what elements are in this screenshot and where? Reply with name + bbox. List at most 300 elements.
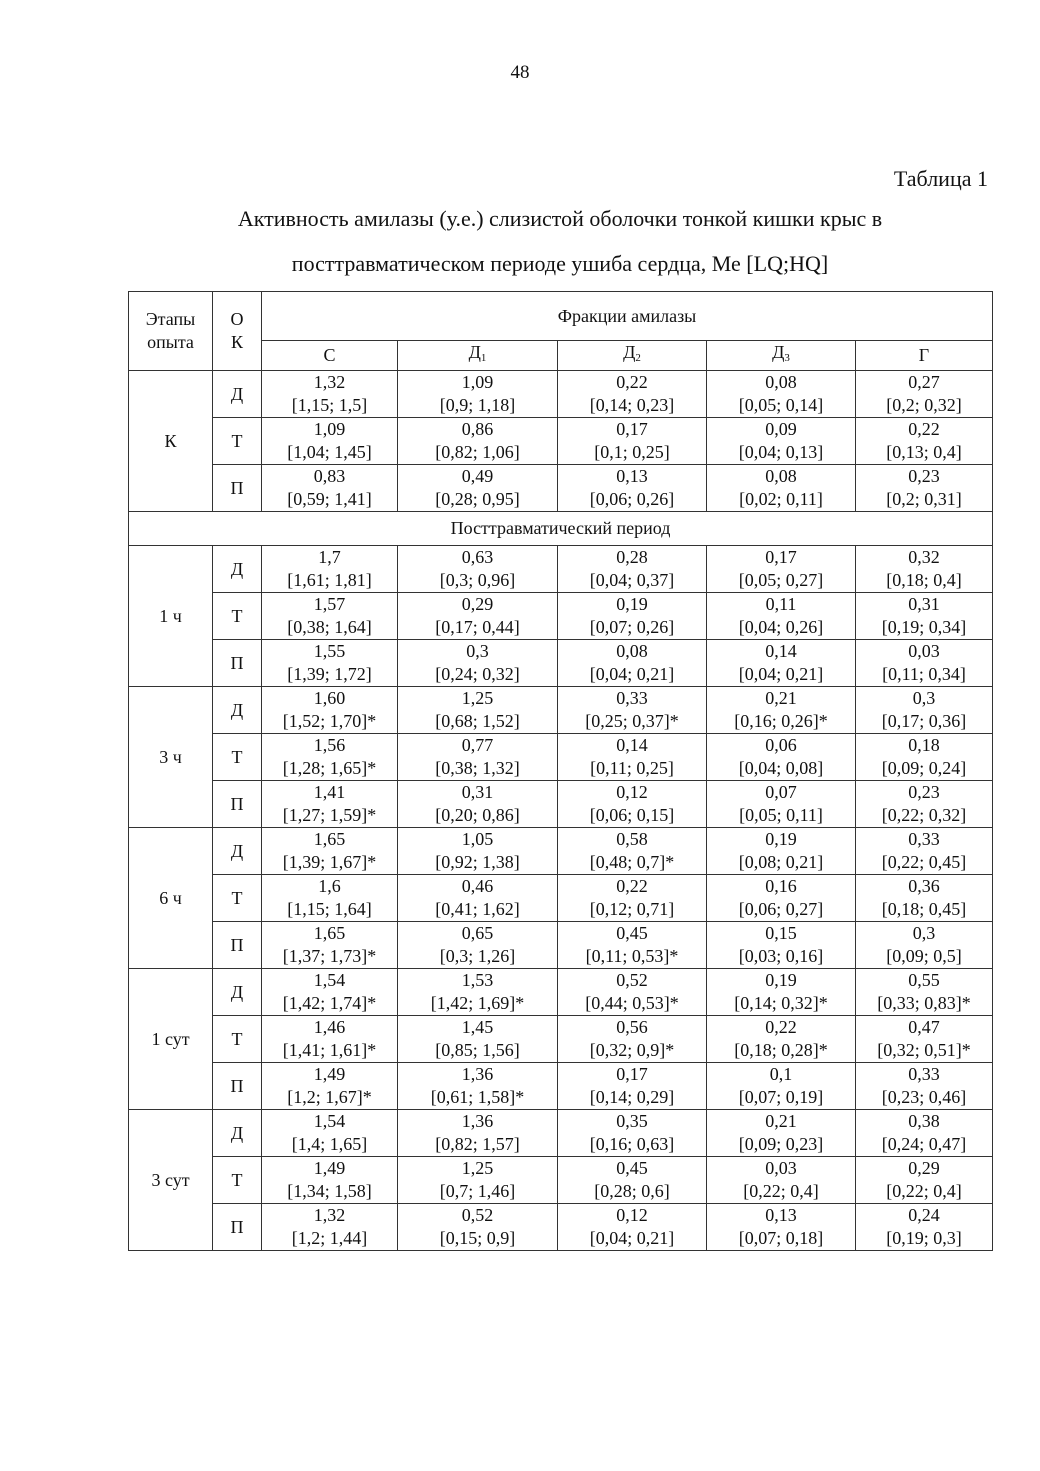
median-value: 1,05 bbox=[461, 829, 494, 849]
quartile-range: [0,02; 0,11] bbox=[739, 489, 823, 509]
value-cell bbox=[707, 593, 856, 640]
value-cell bbox=[856, 828, 993, 875]
quartile-range: [0,07; 0,19] bbox=[738, 1087, 824, 1107]
ok-cell: П bbox=[213, 781, 262, 828]
median-value: 0,31 bbox=[461, 782, 494, 802]
median-value: 0,45 bbox=[616, 1158, 648, 1178]
quartile-range: [0,08; 0,21] bbox=[738, 852, 824, 872]
median-value: 1,57 bbox=[313, 594, 346, 614]
value-cell bbox=[856, 1063, 993, 1110]
median-value: 0,77 bbox=[461, 735, 494, 755]
median-value: 0,55 bbox=[908, 970, 940, 990]
median-value: 0,32 bbox=[908, 547, 940, 567]
quartile-range: [0,07; 0,26] bbox=[589, 617, 675, 637]
median-value: 1,49 bbox=[313, 1064, 346, 1084]
quartile-range: [0,04; 0,13] bbox=[738, 442, 824, 462]
value-cell bbox=[558, 640, 707, 687]
median-value: 0,08 bbox=[616, 641, 648, 661]
quartile-range: [0,06; 0,26] bbox=[589, 489, 675, 509]
quartile-range: [0,23; 0,46] bbox=[881, 1087, 967, 1107]
median-value: 0,17 bbox=[765, 547, 797, 567]
median-value: 0,21 bbox=[765, 1111, 797, 1131]
median-value: 0,86 bbox=[461, 419, 494, 439]
value-cell bbox=[856, 734, 993, 781]
quartile-range: [0,38; 1,64] bbox=[287, 617, 372, 637]
section-row bbox=[129, 512, 993, 546]
value-cell bbox=[856, 781, 993, 828]
quartile-range: [0,38; 1,32] bbox=[435, 758, 520, 778]
value-cell bbox=[707, 734, 856, 781]
stage-cell: 3 ч bbox=[129, 687, 213, 828]
table-row bbox=[129, 465, 993, 512]
median-value: 0,19 bbox=[616, 594, 648, 614]
median-value: 0,3 bbox=[912, 688, 936, 708]
median-value: 0,49 bbox=[461, 466, 494, 486]
quartile-range: [0,22; 0,45] bbox=[881, 852, 967, 872]
value-cell bbox=[398, 875, 558, 922]
value-cell bbox=[398, 922, 558, 969]
value-cell bbox=[262, 1110, 398, 1157]
quartile-range: [0,82; 1,57] bbox=[435, 1134, 520, 1154]
median-value: 0,52 bbox=[616, 970, 648, 990]
table-row bbox=[129, 640, 993, 687]
median-value: 0,19 bbox=[765, 829, 797, 849]
value-cell bbox=[262, 687, 398, 734]
quartile-range: [1,28; 1,65]* bbox=[282, 758, 377, 778]
value-cell bbox=[707, 828, 856, 875]
quartile-range: [0,14; 0,29] bbox=[589, 1087, 675, 1107]
value-cell bbox=[398, 734, 558, 781]
value-cell bbox=[398, 640, 558, 687]
value-cell bbox=[856, 1204, 993, 1251]
median-value: 0,63 bbox=[461, 547, 494, 567]
quartile-range: [0,28; 0,6] bbox=[594, 1181, 670, 1201]
median-value: 1,09 bbox=[313, 419, 346, 439]
median-value: 0,22 bbox=[616, 372, 648, 392]
median-value: 0,12 bbox=[616, 1205, 648, 1225]
median-value: 0,56 bbox=[616, 1017, 648, 1037]
quartile-range: [0,41; 1,62] bbox=[435, 899, 520, 919]
quartile-range: [0,85; 1,56] bbox=[435, 1040, 520, 1060]
table-row bbox=[129, 781, 993, 828]
value-cell bbox=[398, 1157, 558, 1204]
quartile-range: [0,17; 0,44] bbox=[435, 617, 520, 637]
value-cell bbox=[707, 969, 856, 1016]
value-cell bbox=[262, 465, 398, 512]
median-value: 1,54 bbox=[313, 1111, 346, 1131]
value-cell bbox=[707, 1016, 856, 1063]
table-row bbox=[129, 687, 993, 734]
value-cell bbox=[856, 1157, 993, 1204]
median-value: 0,03 bbox=[908, 641, 940, 661]
median-value: 1,25 bbox=[461, 688, 494, 708]
table-row bbox=[129, 1204, 993, 1251]
value-cell bbox=[558, 687, 707, 734]
value-cell bbox=[856, 687, 993, 734]
value-cell bbox=[398, 1063, 558, 1110]
value-cell bbox=[262, 1204, 398, 1251]
value-cell bbox=[856, 640, 993, 687]
value-cell bbox=[262, 546, 398, 593]
ok-cell: Д bbox=[213, 371, 262, 418]
table-row bbox=[129, 734, 993, 781]
value-cell bbox=[558, 734, 707, 781]
quartile-range: [1,39; 1,72] bbox=[287, 664, 372, 684]
quartile-range: [0,48; 0,7]* bbox=[589, 852, 675, 872]
value-cell bbox=[398, 593, 558, 640]
value-cell bbox=[398, 465, 558, 512]
value-cell bbox=[262, 1016, 398, 1063]
quartile-range: [1,61; 1,81] bbox=[287, 570, 372, 590]
median-value: 0,35 bbox=[616, 1111, 648, 1131]
quartile-range: [0,12; 0,71] bbox=[589, 899, 675, 919]
page-number: 48 bbox=[510, 62, 530, 83]
ok-cell: Т bbox=[213, 734, 262, 781]
median-value: 0,22 bbox=[765, 1017, 797, 1037]
quartile-range: [0,05; 0,11] bbox=[739, 805, 823, 825]
value-cell bbox=[707, 371, 856, 418]
value-cell bbox=[707, 1110, 856, 1157]
value-cell bbox=[856, 371, 993, 418]
value-cell bbox=[558, 1063, 707, 1110]
median-value: 0,27 bbox=[908, 372, 940, 392]
median-value: 0,18 bbox=[908, 735, 940, 755]
median-value: 1,60 bbox=[313, 688, 346, 708]
value-cell bbox=[558, 465, 707, 512]
quartile-range: [1,27; 1,59]* bbox=[282, 805, 377, 825]
median-value: 0,83 bbox=[313, 466, 346, 486]
median-value: 0,16 bbox=[765, 876, 797, 896]
quartile-range: [1,37; 1,73]* bbox=[282, 946, 377, 966]
value-cell bbox=[558, 875, 707, 922]
quartile-range: [0,09; 0,5] bbox=[886, 946, 962, 966]
ok-cell: Т bbox=[213, 593, 262, 640]
value-cell bbox=[398, 1016, 558, 1063]
quartile-range: [0,32; 0,51]* bbox=[877, 1040, 971, 1060]
quartile-range: [0,09; 0,23] bbox=[738, 1134, 824, 1154]
header-stage: Этапы опыта bbox=[129, 292, 213, 371]
ok-cell: Т bbox=[213, 1157, 262, 1204]
quartile-range: [0,68; 1,52] bbox=[435, 711, 520, 731]
median-value: 0,06 bbox=[765, 735, 797, 755]
quartile-range: [0,04; 0,37] bbox=[589, 570, 675, 590]
median-value: 0,47 bbox=[908, 1017, 940, 1037]
median-value: 0,17 bbox=[616, 419, 648, 439]
ok-cell: Т bbox=[213, 1016, 262, 1063]
quartile-range: [0,16; 0,63] bbox=[589, 1134, 675, 1154]
value-cell bbox=[707, 1204, 856, 1251]
value-cell bbox=[558, 371, 707, 418]
median-value: 1,25 bbox=[461, 1158, 494, 1178]
ok-cell: Т bbox=[213, 418, 262, 465]
median-value: 0,46 bbox=[461, 876, 494, 896]
ok-cell: П bbox=[213, 922, 262, 969]
value-cell bbox=[558, 546, 707, 593]
median-value: 0,36 bbox=[908, 876, 940, 896]
stage-cell: 1 ч bbox=[129, 546, 213, 687]
value-cell bbox=[558, 593, 707, 640]
median-value: 0,17 bbox=[616, 1064, 648, 1084]
median-value: 0,38 bbox=[908, 1111, 940, 1131]
quartile-range: [0,24; 0,32] bbox=[435, 664, 520, 684]
median-value: 0,3 bbox=[912, 923, 936, 943]
stage-cell: 1 сут bbox=[129, 969, 213, 1110]
quartile-range: [0,1; 0,25] bbox=[594, 442, 670, 462]
quartile-range: [0,05; 0,14] bbox=[738, 395, 824, 415]
median-value: 0,22 bbox=[908, 419, 940, 439]
quartile-range: [0,7; 1,46] bbox=[439, 1181, 516, 1201]
table-row bbox=[129, 546, 993, 593]
header-fraction-4: Г bbox=[856, 341, 993, 371]
value-cell bbox=[398, 418, 558, 465]
stage-cell: К bbox=[129, 371, 213, 512]
quartile-range: [0,05; 0,27] bbox=[738, 570, 824, 590]
median-value: 1,65 bbox=[313, 923, 346, 943]
value-cell bbox=[558, 781, 707, 828]
median-value: 0,23 bbox=[908, 466, 940, 486]
ok-cell: Д bbox=[213, 687, 262, 734]
quartile-range: [0,17; 0,36] bbox=[881, 711, 967, 731]
header-fraction-1: $Д_1$ bbox=[398, 341, 558, 371]
ok-cell: Д bbox=[213, 969, 262, 1016]
quartile-range: [0,04; 0,21] bbox=[589, 664, 675, 684]
median-value: 1,54 bbox=[313, 970, 346, 990]
value-cell bbox=[398, 687, 558, 734]
median-value: 0,1 bbox=[769, 1064, 793, 1084]
value-cell bbox=[707, 546, 856, 593]
quartile-range: [0,28; 0,95] bbox=[435, 489, 520, 509]
quartile-range: [0,19; 0,34] bbox=[881, 617, 967, 637]
median-value: 0,14 bbox=[765, 641, 797, 661]
median-value: 0,12 bbox=[616, 782, 648, 802]
value-cell bbox=[707, 781, 856, 828]
table-row bbox=[129, 1016, 993, 1063]
median-value: 0,33 bbox=[908, 1064, 940, 1084]
table-row bbox=[129, 371, 993, 418]
quartile-range: [0,11; 0,34] bbox=[882, 664, 966, 684]
value-cell bbox=[856, 875, 993, 922]
quartile-range: [0,44; 0,53]* bbox=[585, 993, 679, 1013]
value-cell bbox=[262, 828, 398, 875]
median-value: 0,03 bbox=[765, 1158, 797, 1178]
table-row bbox=[129, 593, 993, 640]
quartile-range: [0,13; 0,4] bbox=[886, 442, 962, 462]
quartile-range: [1,42; 1,74]* bbox=[282, 993, 377, 1013]
value-cell bbox=[707, 875, 856, 922]
table-row bbox=[129, 828, 993, 875]
quartile-range: [0,04; 0,21] bbox=[738, 664, 824, 684]
median-value: 1,56 bbox=[313, 735, 346, 755]
quartile-range: [1,2; 1,67]* bbox=[287, 1087, 372, 1107]
median-value: 0,11 bbox=[765, 594, 797, 614]
stage-cell: 3 сут bbox=[129, 1110, 213, 1251]
value-cell bbox=[558, 1157, 707, 1204]
median-value: 0,19 bbox=[765, 970, 797, 990]
quartile-range: [0,3; 0,96] bbox=[439, 570, 516, 590]
median-value: 0,08 bbox=[765, 466, 797, 486]
value-cell bbox=[856, 418, 993, 465]
median-value: 0,58 bbox=[616, 829, 648, 849]
table-row bbox=[129, 922, 993, 969]
table-row bbox=[129, 969, 993, 1016]
quartile-range: [0,32; 0,9]* bbox=[589, 1040, 675, 1060]
header-fraction-3: $Д_3$ bbox=[707, 341, 856, 371]
quartile-range: [0,04; 0,08] bbox=[738, 758, 824, 778]
amylase-table bbox=[128, 291, 993, 1251]
quartile-range: [1,42; 1,69]* bbox=[430, 993, 525, 1013]
median-value: 1,41 bbox=[313, 782, 346, 802]
quartile-range: [0,22; 0,4] bbox=[886, 1181, 962, 1201]
ok-cell: Д bbox=[213, 546, 262, 593]
value-cell bbox=[262, 640, 398, 687]
median-value: 0,08 bbox=[765, 372, 797, 392]
table-caption-line-1: Активность амилазы (у.е.) слизистой оболочки тонкой кишки крыс в bbox=[237, 206, 883, 231]
quartile-range: [0,24; 0,47] bbox=[881, 1134, 967, 1154]
value-cell bbox=[707, 1063, 856, 1110]
value-cell bbox=[262, 734, 398, 781]
quartile-range: [0,06; 0,27] bbox=[738, 899, 824, 919]
median-value: 1,55 bbox=[313, 641, 346, 661]
median-value: 1,32 bbox=[313, 372, 346, 392]
median-value: 1,6 bbox=[318, 876, 341, 896]
median-value: 0,23 bbox=[908, 782, 940, 802]
quartile-range: [0,16; 0,26]* bbox=[734, 711, 828, 731]
value-cell bbox=[262, 418, 398, 465]
table-label: Таблица 1 bbox=[893, 166, 988, 191]
quartile-range: [1,15; 1,64] bbox=[287, 899, 372, 919]
median-value: 0,45 bbox=[616, 923, 648, 943]
table-row bbox=[129, 1110, 993, 1157]
quartile-range: [0,14; 0,32]* bbox=[734, 993, 828, 1013]
header-fraction-2: $Д_2$ bbox=[558, 341, 707, 371]
median-value: 0,21 bbox=[765, 688, 797, 708]
value-cell bbox=[398, 1204, 558, 1251]
value-cell bbox=[262, 1063, 398, 1110]
quartile-range: [0,59; 1,41] bbox=[287, 489, 372, 509]
median-value: 1,7 bbox=[318, 547, 341, 567]
median-value: 0,29 bbox=[461, 594, 494, 614]
value-cell bbox=[398, 1110, 558, 1157]
median-value: 0,33 bbox=[616, 688, 648, 708]
quartile-range: [1,52; 1,70]* bbox=[282, 711, 377, 731]
quartile-range: [0,22; 0,32] bbox=[881, 805, 967, 825]
median-value: 0,13 bbox=[765, 1205, 797, 1225]
quartile-range: [0,25; 0,37]* bbox=[585, 711, 679, 731]
median-value: 1,36 bbox=[461, 1111, 494, 1131]
value-cell bbox=[262, 969, 398, 1016]
quartile-range: [0,15; 0,9] bbox=[439, 1228, 516, 1248]
quartile-range: [1,04; 1,45] bbox=[287, 442, 372, 462]
median-value: 0,24 bbox=[908, 1205, 940, 1225]
ok-cell: Д bbox=[213, 1110, 262, 1157]
quartile-range: [0,22; 0,4] bbox=[743, 1181, 819, 1201]
value-cell bbox=[558, 969, 707, 1016]
median-value: 0,07 bbox=[765, 782, 797, 802]
quartile-range: [0,2; 0,32] bbox=[886, 395, 962, 415]
median-value: 0,22 bbox=[616, 876, 648, 896]
value-cell bbox=[856, 546, 993, 593]
ok-cell: Д bbox=[213, 828, 262, 875]
value-cell bbox=[856, 969, 993, 1016]
value-cell bbox=[856, 922, 993, 969]
median-value: 1,49 bbox=[313, 1158, 346, 1178]
value-cell bbox=[707, 640, 856, 687]
value-cell bbox=[262, 593, 398, 640]
median-value: 1,09 bbox=[461, 372, 494, 392]
value-cell bbox=[856, 593, 993, 640]
quartile-range: [0,11; 0,53]* bbox=[585, 946, 679, 966]
value-cell bbox=[262, 875, 398, 922]
quartile-range: [1,4; 1,65] bbox=[291, 1134, 368, 1154]
quartile-range: [0,9; 1,18] bbox=[439, 395, 516, 415]
table-row bbox=[129, 418, 993, 465]
value-cell bbox=[558, 1016, 707, 1063]
quartile-range: [0,03; 0,16] bbox=[738, 946, 824, 966]
value-cell bbox=[558, 418, 707, 465]
quartile-range: [1,41; 1,61]* bbox=[282, 1040, 377, 1060]
ok-cell: П bbox=[213, 640, 262, 687]
header-fractions-title: Фракции амилазы bbox=[262, 292, 993, 341]
value-cell bbox=[262, 781, 398, 828]
table-row bbox=[129, 875, 993, 922]
stage-cell: 6 ч bbox=[129, 828, 213, 969]
quartile-range: [0,3; 1,26] bbox=[439, 946, 516, 966]
quartile-range: [0,33; 0,83]* bbox=[877, 993, 971, 1013]
median-value: 1,46 bbox=[313, 1017, 346, 1037]
quartile-range: [0,04; 0,26] bbox=[738, 617, 824, 637]
value-cell bbox=[398, 371, 558, 418]
value-cell bbox=[558, 1110, 707, 1157]
table-row bbox=[129, 1157, 993, 1204]
value-cell bbox=[398, 546, 558, 593]
median-value: 0,3 bbox=[466, 641, 489, 661]
median-value: 0,65 bbox=[461, 923, 494, 943]
quartile-range: [0,11; 0,25] bbox=[590, 758, 674, 778]
median-value: 0,09 bbox=[765, 419, 797, 439]
value-cell bbox=[707, 1157, 856, 1204]
quartile-range: [0,09; 0,24] bbox=[881, 758, 967, 778]
quartile-range: [0,20; 0,86] bbox=[435, 805, 520, 825]
value-cell bbox=[856, 465, 993, 512]
header-ok: О К bbox=[213, 292, 262, 371]
quartile-range: [0,19; 0,3] bbox=[886, 1228, 962, 1248]
quartile-range: [0,18; 0,45] bbox=[881, 899, 967, 919]
median-value: 0,15 bbox=[765, 923, 797, 943]
value-cell bbox=[398, 781, 558, 828]
ok-cell: П bbox=[213, 465, 262, 512]
quartile-range: [1,34; 1,58] bbox=[287, 1181, 372, 1201]
median-value: 0,33 bbox=[908, 829, 940, 849]
median-value: 0,28 bbox=[616, 547, 648, 567]
quartile-range: [0,14; 0,23] bbox=[589, 395, 675, 415]
median-value: 0,29 bbox=[908, 1158, 940, 1178]
value-cell bbox=[558, 828, 707, 875]
median-value: 1,65 bbox=[313, 829, 346, 849]
value-cell bbox=[558, 1204, 707, 1251]
quartile-range: [0,18; 0,28]* bbox=[734, 1040, 828, 1060]
value-cell bbox=[262, 922, 398, 969]
median-value: 0,31 bbox=[908, 594, 940, 614]
ok-cell: П bbox=[213, 1204, 262, 1251]
value-cell bbox=[856, 1016, 993, 1063]
quartile-range: [0,18; 0,4] bbox=[886, 570, 962, 590]
ok-cell: П bbox=[213, 1063, 262, 1110]
median-value: 1,45 bbox=[461, 1017, 494, 1037]
median-value: 0,13 bbox=[616, 466, 648, 486]
value-cell bbox=[856, 1110, 993, 1157]
median-value: 1,53 bbox=[461, 970, 494, 990]
value-cell bbox=[707, 465, 856, 512]
